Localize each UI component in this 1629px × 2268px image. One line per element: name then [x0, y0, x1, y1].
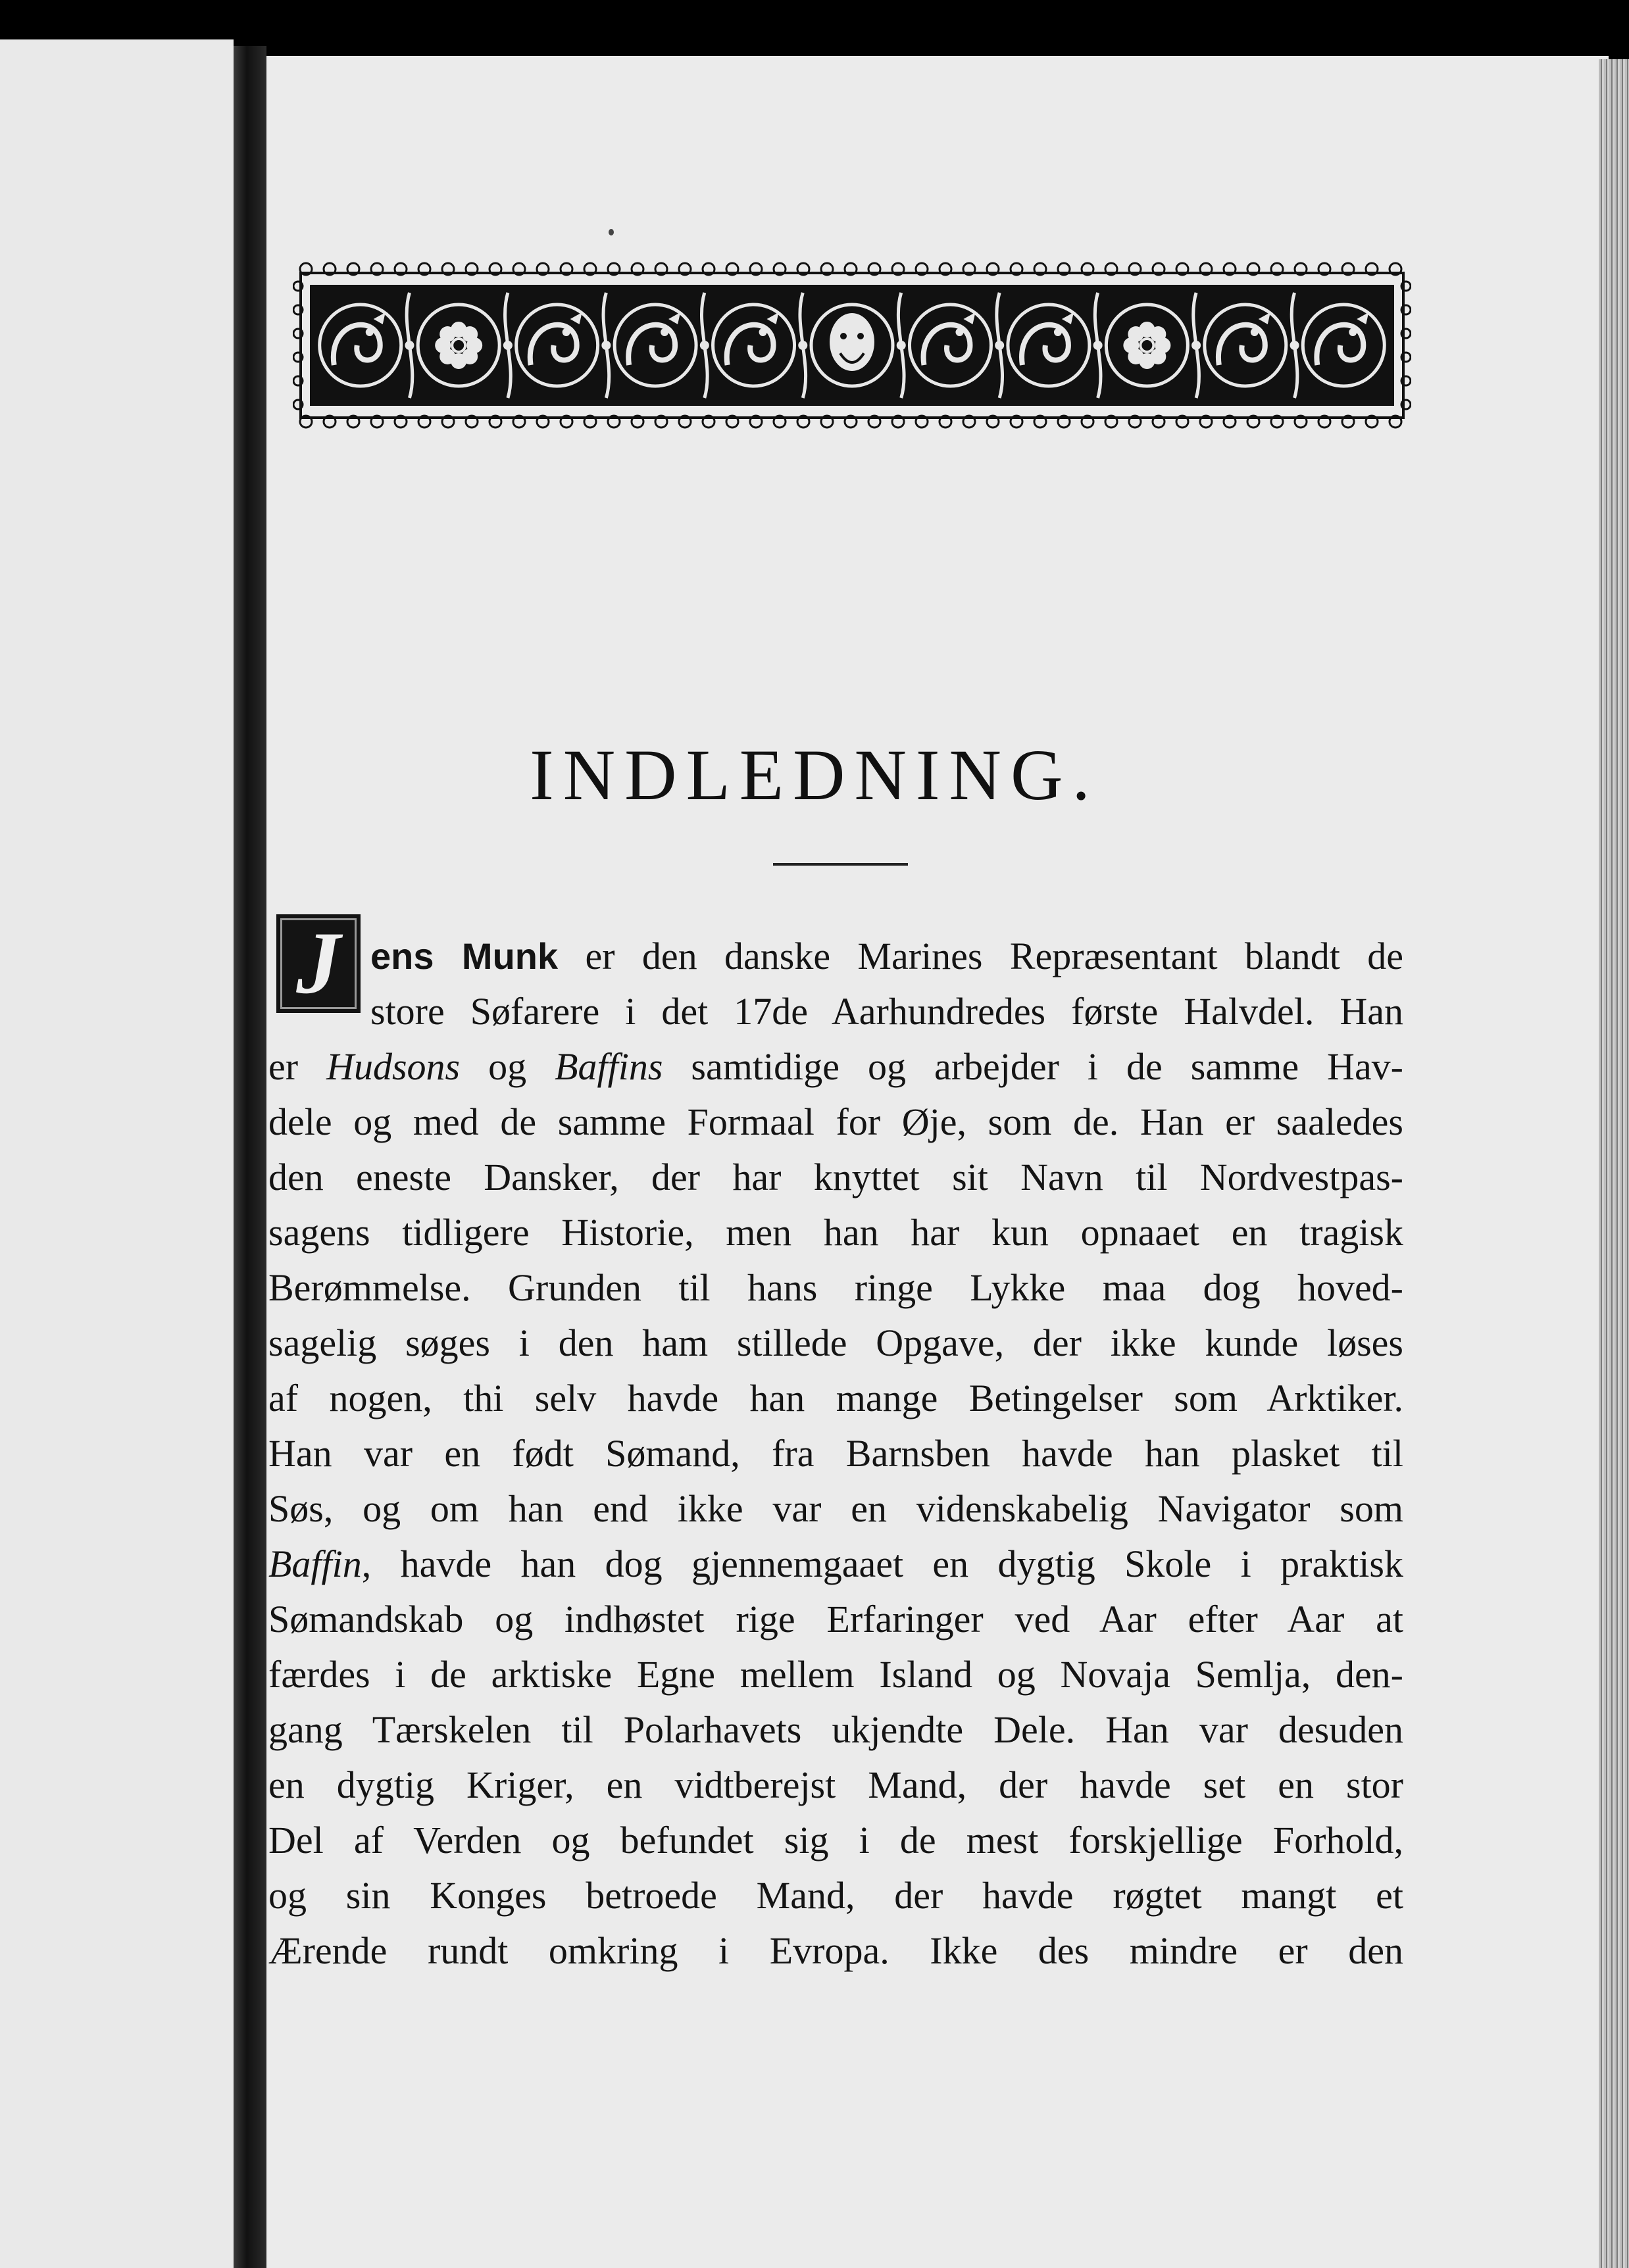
drop-cap: J: [276, 914, 361, 1013]
text-line: færdes i de arktiske Egne mellem Island og Novaja Semlja, den-: [268, 1653, 1403, 1696]
line-text: , havde han dog gjennemgaaet en dygtig Skole i praktisk: [361, 1542, 1403, 1585]
italic-name: Hudsons: [326, 1045, 461, 1088]
book-gutter: [234, 46, 266, 2268]
text-line: Del af Verden og befundet sig i de mest forskjellige Forhold,: [268, 1819, 1403, 1861]
text-line: sagens tidligere Historie, men han har kun opnaaet en tragisk: [268, 1211, 1403, 1254]
title-rule: [773, 863, 908, 866]
text-line: Søs, og om han end ikke var en videnskabelig Navigator som: [268, 1487, 1403, 1530]
text-line: [268, 929, 1403, 984]
text-line: Sømandskab og indhøstet rige Erfaringer ved Aar efter Aar at: [268, 1598, 1403, 1640]
text-line: dele og med de samme Formaal for Øje, som de. Han er saaledes: [268, 1100, 1403, 1143]
page-edges: [1599, 59, 1629, 2268]
lead-name: ens Munk: [370, 935, 559, 977]
text-line: Ærende rundt omkring i Evropa. Ikke des mindre er den: [268, 1929, 1403, 1972]
print-speck: [609, 229, 614, 235]
line-text: er: [268, 1045, 327, 1088]
chapter-title: INDLEDNING.: [530, 735, 1099, 815]
text-line: Berømmelse. Grunden til hans ringe Lykke maa dog hoved-: [268, 1266, 1403, 1309]
text-line: og sin Konges betroede Mand, der havde røgtet mangt et: [268, 1874, 1403, 1917]
text-line: store Søfarere i det 17de Aarhundredes første Halvdel. Han: [370, 990, 1403, 1033]
line-text: samtidige og arbejder i de samme Hav-: [663, 1045, 1404, 1088]
text-line: af nogen, thi selv havde han mange Betingelser som Arktiker.: [268, 1377, 1403, 1419]
ornament-headpiece-icon: [293, 260, 1411, 431]
text-line: Han var en født Sømand, fra Barnsben havde han plasket til: [268, 1432, 1403, 1475]
line-text: er den danske Marines Repræsentant blandt de: [558, 935, 1403, 977]
body-paragraph: [268, 929, 1403, 1979]
text-line: gang Tærskelen til Polarhavets ukjendte Dele. Han var desuden: [268, 1708, 1403, 1751]
text-line: [268, 1039, 1403, 1095]
line-text: og: [460, 1045, 555, 1088]
italic-name: Baffin: [268, 1542, 362, 1585]
left-facing-page: [0, 39, 234, 2268]
italic-name: Baffins: [555, 1045, 663, 1088]
text-line: den eneste Dansker, der har knyttet sit Navn til Nordvestpas-: [268, 1156, 1403, 1198]
text-line: [268, 1537, 1403, 1592]
text-line: sagelig søges i den ham stillede Opgave, der ikke kunde løses: [268, 1321, 1403, 1364]
text-line: en dygtig Kriger, en vidtberejst Mand, der havde set en stor: [268, 1763, 1403, 1806]
